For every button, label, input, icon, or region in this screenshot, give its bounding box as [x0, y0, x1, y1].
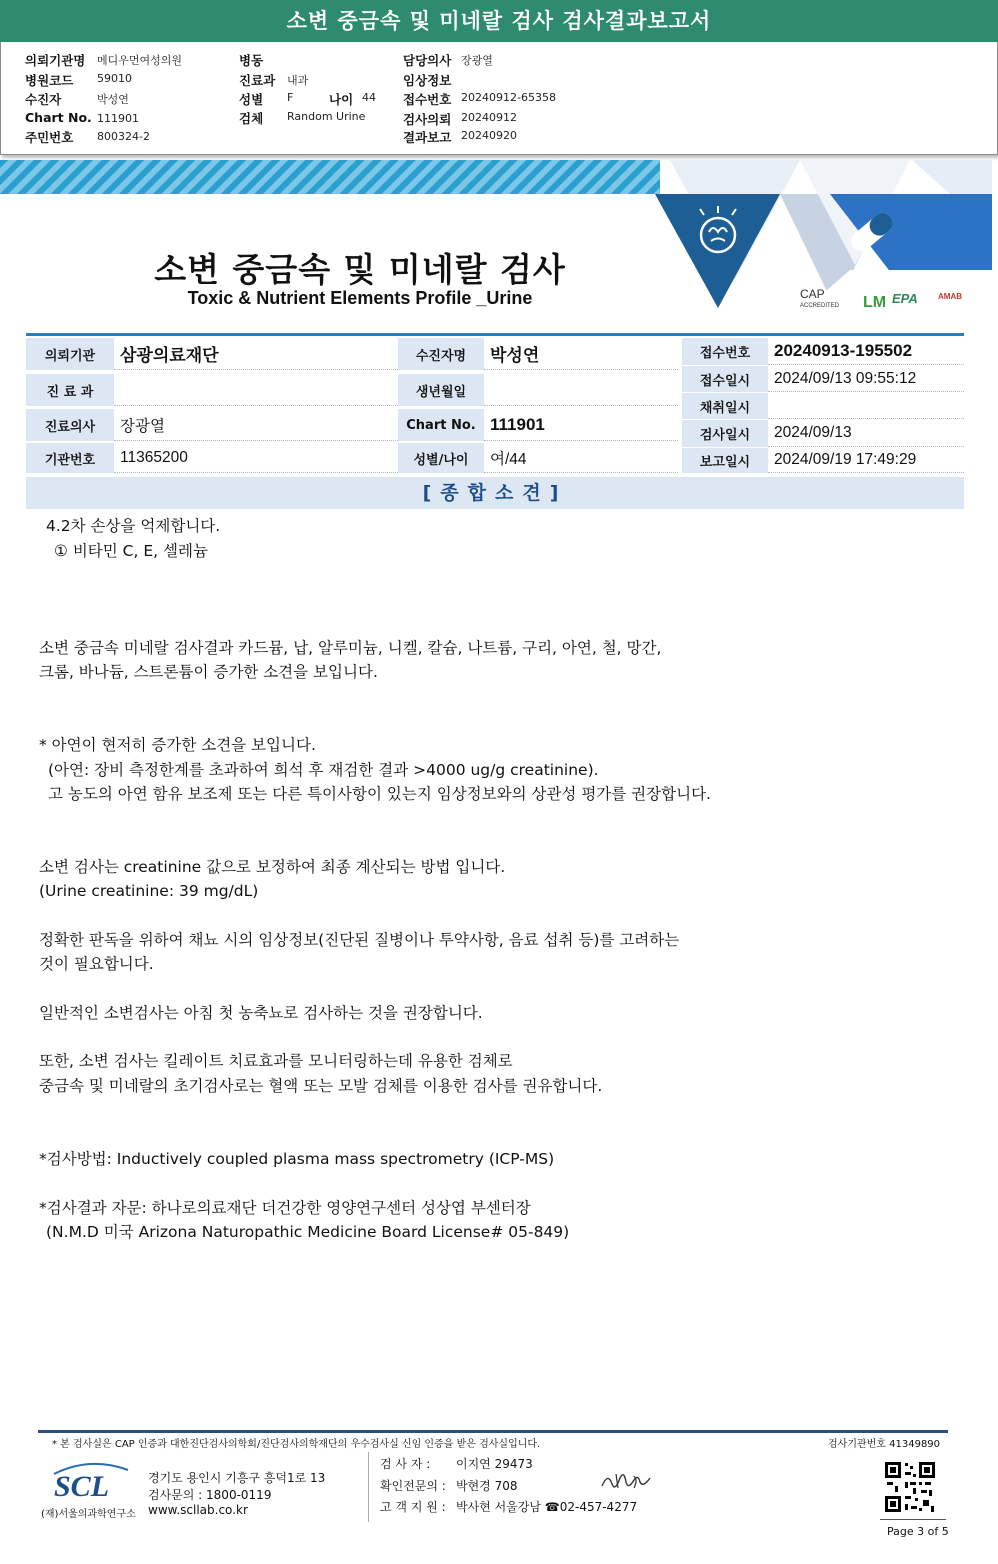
chart-value: 111901 [97, 112, 139, 125]
subject-value: 박성연 [484, 338, 678, 370]
scl-logo-subtitle: (재)서울의과학연구소 [41, 1509, 136, 1520]
specimen-label: 검체 [239, 111, 264, 126]
specimen-value: Random Urine [287, 110, 366, 123]
subject-label: 수진자 [25, 92, 62, 107]
footer-rule [38, 1430, 948, 1433]
test-time-label: 검사일시 [682, 420, 768, 447]
page-number: Page 3 of 5 [887, 1525, 949, 1538]
chart-label: Chart No. [25, 110, 92, 125]
dob-label: 생년월일 [398, 374, 484, 406]
decorative-stripe-band [0, 160, 660, 194]
hospital-code-value: 59010 [97, 72, 132, 85]
chart-label: Chart No. [398, 409, 484, 441]
body-line: 소변 중금속 미네랄 검사결과 카드뮴, 납, 알루미늄, 니켈, 칼슘, 나트륨, 구리, 아연, 철, 망간, [39, 639, 662, 657]
body-line: 일반적인 소변검사는 아침 첫 농축뇨로 검사하는 것을 권장합니다. [39, 1004, 483, 1022]
report-time-value: 2024/09/19 17:49:29 [768, 448, 964, 473]
body-line: 크롬, 바나듐, 스트론튬이 증가한 소견을 보입니다. [39, 663, 378, 681]
ward-label: 병동 [239, 53, 264, 68]
dept-label: 진료과 [239, 73, 276, 88]
amab-logo: AMAB [938, 292, 962, 301]
doctor-label: 담당의사 [403, 53, 452, 68]
lab-website[interactable]: www.scllab.co.kr [148, 1503, 248, 1517]
confirm-label: 확인전문의 : [380, 1479, 446, 1493]
body-line: *검사결과 자문: 하나로의료재단 더건강한 영양연구센터 성상엽 부센터장 [39, 1199, 531, 1217]
confirm-value: 박현경 708 [456, 1479, 518, 1493]
req-date-label: 검사의뢰 [403, 112, 452, 127]
report-title-korean: 소변 중금속 및 미네랄 검사 [154, 250, 566, 289]
id-label: 주민번호 [25, 130, 74, 145]
report-title-english: Toxic & Nutrient Elements Profile _Urine [187, 288, 533, 308]
report-date-label: 결과보고 [403, 130, 452, 145]
lab-phone: 검사문의 : 1800-0119 [148, 1488, 272, 1502]
report-date-value: 20240920 [461, 129, 517, 142]
table-top-rule [26, 333, 964, 336]
tester-value: 이지연 29473 [456, 1457, 533, 1471]
req-date-value: 20240912 [461, 111, 517, 124]
sex-label: 성별 [239, 92, 264, 107]
body-line: *검사방법: Inductively coupled plasma mass spectrometry (ICP-MS) [39, 1150, 555, 1168]
body-line: 고 농도의 아연 함유 보조제 또는 다른 특이사항이 있는지 임상정보와의 상관성 평가를 권장합니다. [48, 785, 711, 803]
sex-age-label: 성별/나이 [398, 443, 484, 473]
receipt-value: 20240912-65358 [461, 91, 556, 104]
page-rule [880, 1519, 946, 1520]
body-line: (Urine creatinine: 39 mg/dL) [39, 882, 259, 900]
receipt-no-value: 20240913-195502 [768, 338, 964, 365]
requesting-org-value: 메디우먼여성의원 [97, 54, 183, 67]
collect-time-label: 채취일시 [682, 393, 768, 419]
body-line: 중금속 및 미네랄의 초기검사로는 혈액 또는 모발 검체를 이용한 검사를 권유합니다. [39, 1077, 603, 1095]
report-banner-title: 소변 중금속 및 미네랄 검사 검사결과보고서 [0, 0, 998, 42]
cap-logo: CAP [800, 287, 825, 301]
report-time-label: 보고일시 [682, 448, 768, 473]
body-line: (아연: 장비 측정한계를 초과하여 희석 후 재검한 결과 >4000 ug/g creatinine). [48, 761, 599, 779]
chart-value: 111901 [484, 409, 678, 441]
receipt-time-value: 2024/09/13 09:55:12 [768, 366, 964, 392]
org-value: 삼광의료재단 [114, 338, 398, 370]
hospital-code-label: 병원코드 [25, 73, 74, 88]
id-value: 800324-2 [97, 130, 150, 143]
doctor-value: 장광열 [461, 54, 493, 67]
body-line: 소변 검사는 creatinine 값으로 보정하여 최종 계산되는 방법 입니다. [39, 858, 506, 876]
signature-image [598, 1468, 654, 1496]
requesting-org-label: 의뢰기관명 [25, 53, 86, 68]
body-line: 것이 필요합니다. [39, 955, 154, 973]
body-line: * 아연이 현저히 증가한 소견을 보입니다. [39, 736, 316, 754]
lab-address: 경기도 용인시 기흥구 흥덕1로 13 [148, 1471, 326, 1485]
body-line: 정확한 판독을 위하여 채뇨 시의 임상정보(진단된 질병이나 투약사항, 음료 섭취 등)를 고려하는 [39, 931, 680, 949]
cap-sub-text: ACCREDITED [800, 303, 840, 309]
body-line: 4.2차 손상을 억제합니다. [46, 517, 221, 535]
sex-value: F [287, 91, 294, 104]
inst-value: 11365200 [114, 443, 398, 473]
doctor-label: 진료의사 [26, 409, 114, 441]
subject-value: 박성연 [97, 93, 129, 106]
collect-time-value [768, 393, 964, 419]
receipt-label: 접수번호 [403, 92, 452, 107]
support-label: 고 객 지 원 : [380, 1500, 446, 1514]
institution-number: 검사기관번호 41349890 [828, 1439, 941, 1450]
dept-value: 내과 [287, 74, 309, 87]
body-line: (N.M.D 미국 Arizona Naturopathic Medicine Board License# 05-849) [46, 1223, 570, 1241]
org-label: 의뢰기관 [26, 338, 114, 370]
inst-label: 기관번호 [26, 443, 114, 473]
certification-notice: * 본 검사실은 CAP 인증과 대한진단검사의학회/진단검사의학재단의 우수검사실 신임 인증을 받은 검사실입니다. [52, 1439, 541, 1450]
body-line: ① 비타민 C, E, 셀레늄 [54, 542, 208, 560]
summary-section-title: [종합소견] [26, 477, 964, 509]
dept-value [114, 374, 398, 406]
scl-logo [50, 1460, 130, 1500]
sex-age-value: 여/44 [484, 443, 678, 473]
tester-label: 검 사 자 : [380, 1457, 431, 1471]
receipt-time-label: 접수일시 [682, 366, 768, 392]
patient-info-box [0, 42, 998, 155]
support-value: 박사현 서울강남 ☎02-457-4277 [456, 1500, 638, 1514]
clinical-label: 임상정보 [403, 73, 452, 88]
lm-logo: LM [863, 294, 887, 311]
subject-label: 수진자명 [398, 338, 484, 370]
receipt-no-label: 접수번호 [682, 338, 768, 365]
epa-logo: EPA [892, 291, 918, 306]
age-value: 44 [362, 91, 376, 104]
test-time-value: 2024/09/13 [768, 420, 964, 447]
qr-code-icon[interactable] [883, 1460, 937, 1514]
dept-label: 진 료 과 [26, 374, 114, 406]
footer-divider [368, 1452, 369, 1522]
svg-text:SCL: SCL [54, 1470, 110, 1500]
dob-value [484, 374, 678, 406]
age-label: 나이 [329, 92, 354, 107]
doctor-value: 장광열 [114, 409, 398, 441]
body-line: 또한, 소변 검사는 킬레이트 치료효과를 모니터링하는데 유용한 검체로 [39, 1052, 513, 1070]
